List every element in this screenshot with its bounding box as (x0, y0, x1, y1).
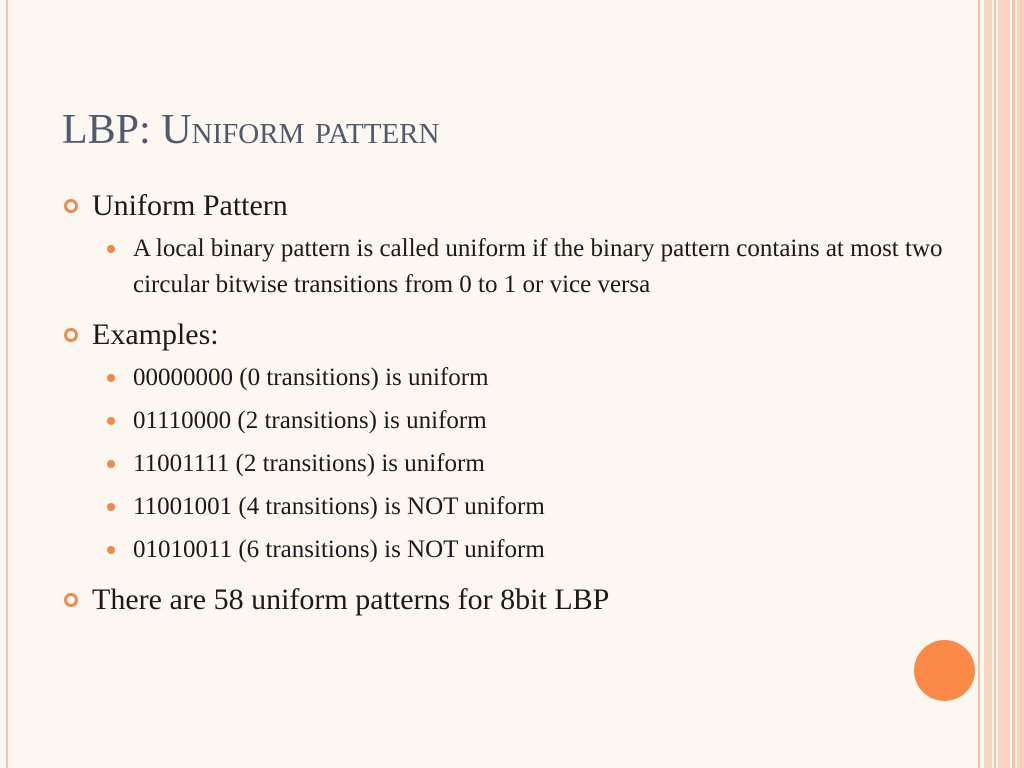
slide-title (62, 104, 439, 156)
sub-bullet-text: 00000000 (0 transitions) is uniform (133, 364, 489, 391)
sub-bullet-item (62, 489, 977, 525)
ring-bullet-icon (64, 328, 78, 342)
bullet-text: Examples: (92, 318, 219, 351)
sub-bullet-item (62, 446, 977, 482)
right-decor-stripe (1012, 0, 1015, 768)
sub-bullet-text: 01110000 (2 transitions) is uniform (133, 407, 487, 434)
sub-bullet-text: 11001001 (4 transitions) is NOT uniform (133, 493, 545, 520)
dot-bullet-icon (107, 503, 115, 511)
sub-bullet-item (62, 403, 977, 439)
decorative-circle (914, 640, 975, 701)
right-decor-stripe (978, 0, 980, 768)
bullet-item (62, 186, 977, 226)
sub-bullet-item (62, 360, 977, 396)
bullet-item (62, 315, 977, 355)
dot-bullet-icon (107, 460, 115, 468)
dot-bullet-icon (107, 546, 115, 554)
dot-bullet-icon (107, 245, 115, 253)
dot-bullet-icon (107, 417, 115, 425)
slide-title-main: LBP: (62, 107, 162, 153)
left-border-line (6, 0, 8, 768)
sub-bullet-item (62, 532, 977, 568)
sub-bullet-item (62, 231, 977, 303)
sub-bullet-text: 01010011 (6 transitions) is NOT uniform (133, 536, 545, 563)
right-decor-stripe (998, 0, 1010, 768)
right-decor-stripe (1017, 0, 1024, 768)
sub-bullet-text: A local binary pattern is called uniform if the binary pattern contains at most two circular bitwise transitions from 0 to 1 or vice versa (133, 235, 943, 298)
ring-bullet-icon (64, 199, 78, 213)
bullet-text: There are 58 uniform patterns for 8bit LBP (92, 583, 610, 616)
dot-bullet-icon (107, 374, 115, 382)
sub-bullet-text: 11001111 (2 transitions) is uniform (133, 450, 485, 477)
bullet-text: Uniform Pattern (92, 189, 288, 222)
ring-bullet-icon (64, 593, 78, 607)
right-decor-stripe (994, 0, 996, 768)
slide-title-caps: Uniform pattern (161, 107, 440, 153)
right-decor-stripe (984, 0, 992, 768)
bullet-item (62, 580, 977, 620)
slide-content (62, 186, 977, 620)
